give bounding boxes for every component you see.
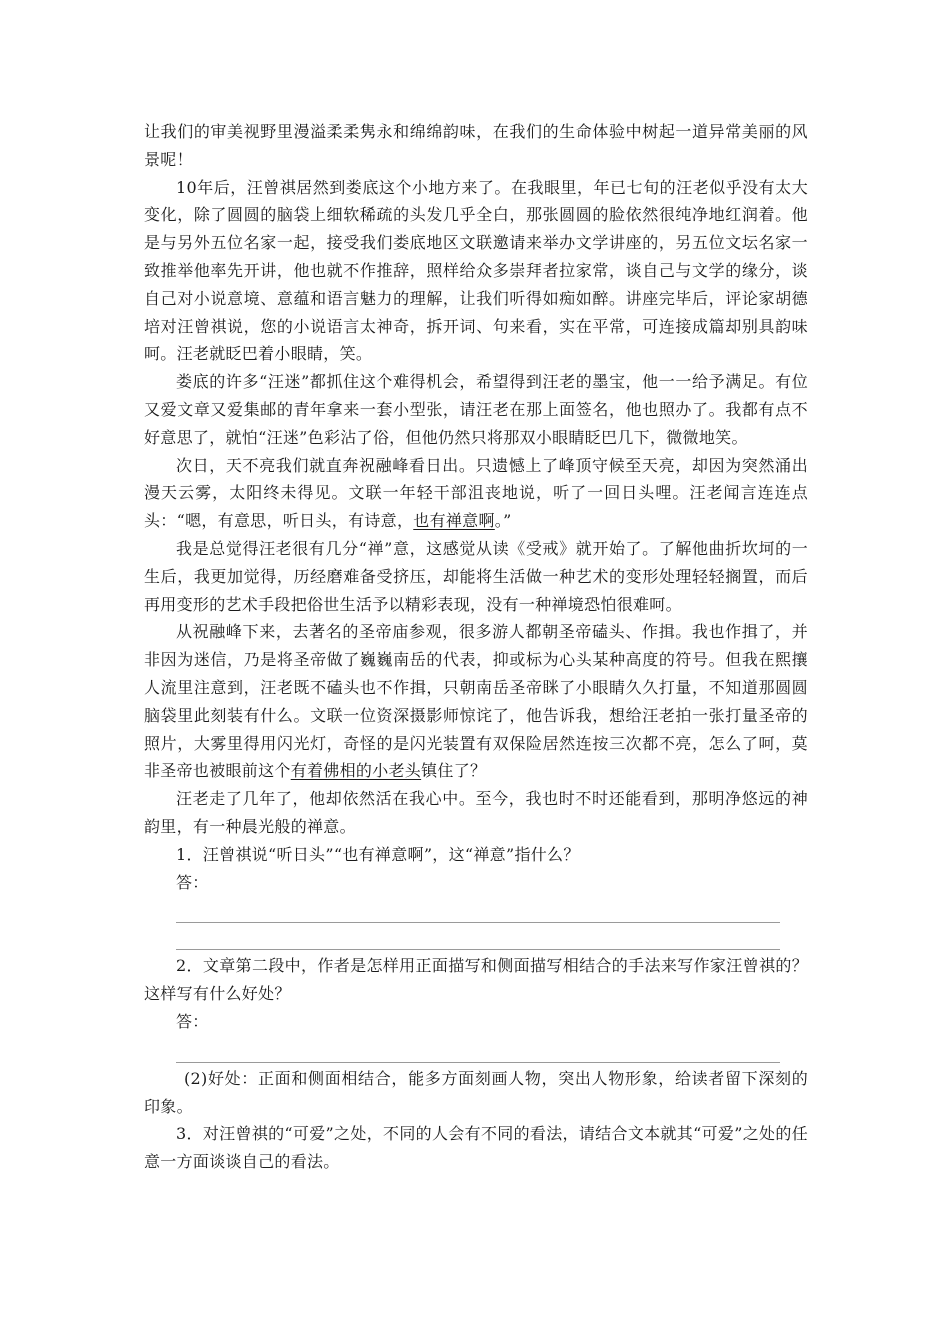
question-3: 3．对汪曾祺的“可爱”之处，不同的人会有不同的看法，请结合文本就其“可爱”之处的任意一方面谈谈自己的看法。 [144,1124,808,1172]
paragraph-3 [144,452,808,535]
answer-line[interactable] [176,923,780,950]
question-1: 1．汪曾祺说“听日头”“也有禅意啊”，这“禅意”指什么？ [176,844,580,864]
passage-content [144,118,808,1176]
paragraph-5 [144,618,808,785]
paragraph-2: 娄底的许多“汪迷”都抓住这个难得机会，希望得到汪老的墨宝，他一一给予满足。有位又爱文章又爱集邮的青年拿来一套小型张，请汪老在那上面签名，他也照办了。我都有点不好意思了，就怕“汪迷”色彩沾了俗，但他仍然只将那双小眼睛眨巴几下，微微地笑。 [144,372,808,447]
question-2-sub-answer: (2)好处：正面和侧面相结合，能多方面刻画人物，突出人物形象，给读者留下深刻的印象。 [144,1068,808,1116]
paragraph-1: 10年后，汪曾祺居然到娄底这个小地方来了。在我眼里，年已七旬的汪老似乎没有太大变化，除了圆圆的脑袋上细软稀疏的头发几乎全白，那张圆圆的脸依然很纯净地红润着。他是与另外五位名家一起，接受我们娄底地区文联邀请来举办文学讲座的，另五位文坛名家一致推举他率先开讲，他也就不作推辞，照样给众多崇拜者拉家常，谈自己与文学的缘分，谈自己对小说意境、意蕴和语言魅力的理解，让我们听得如痴如醉。讲座完毕后，评论家胡德培对汪曾祺说，您的小说语言太神奇，拆开词、句来看，实在平常，可连接成篇却别具韵味呵。汪老就眨巴着小眼睛，笑。 [144,177,808,364]
question-1-answer-label: 答： [176,872,209,892]
paragraph-5-end: 镇住了？ [421,761,487,781]
underlined-phrase-fuxiang: 有着佛相的小老头 [290,761,422,781]
paragraph-3-end: 。” [494,511,512,531]
paragraph-3-text: 次日，天不亮我们就直奔祝融峰看日出。只遗憾上了峰顶守候至天亮，却因为突然涌出漫天云雾，太阳终未得见。文联一年轻干部沮丧地说，听了一回日头哩。汪老闻言连连点头：“嗯，有意思，听日头，有诗意， [144,455,808,531]
answer-line[interactable] [176,896,780,923]
paragraph-4: 我是总觉得汪老很有几分“禅”意，这感觉从读《受戒》就开始了。了解他曲折坎坷的一生后，我更加觉得，历经磨难备受挤压，却能将生活做一种艺术的变形处理轻轻搁置，而后再用变形的艺术手段把俗世生活予以精彩表现，没有一种禅境恐怕很难呵。 [144,538,808,614]
question-2: 2．文章第二段中，作者是怎样用正面描写和侧面描写相结合的手法来写作家汪曾祺的？这样写有什么好处？ [144,956,808,1004]
question-2-answer-label: 答： [176,1011,209,1031]
paragraph-6: 汪老走了几年了，他却依然活在我心中。至今，我也时不时还能看到，那明净悠远的神韵里，有一种晨光般的禅意。 [144,789,808,836]
paragraph-0: 让我们的审美视野里漫溢柔柔隽永和绵绵韵味，在我们的生命体验中树起一道异常美丽的风景呢！ [144,122,808,169]
paragraph-5-text: 从祝融峰下来，去著名的圣帝庙参观，很多游人都朝圣帝磕头、作揖。我也作揖了，并非因为迷信，乃是将圣帝做了巍巍南岳的代表，抑或标为心头某种高度的符号。但我在熙攘人流里注意到，汪老既不磕头也不作揖，只朝南岳圣帝眯了小眼睛久久打量，不知道那圆圆脑袋里此刻装有什么。文联一位资深摄影师惊诧了，他告诉我，想给汪老拍一张打量圣帝的照片，大雾里得用闪光灯，奇怪的是闪光装置有双保险居然连按三次都不亮，怎么了呵，莫非圣帝也被眼前这个 [144,622,808,781]
answer-line[interactable] [176,1036,780,1063]
underlined-phrase-chanyi: 也有禅意啊 [413,511,495,531]
